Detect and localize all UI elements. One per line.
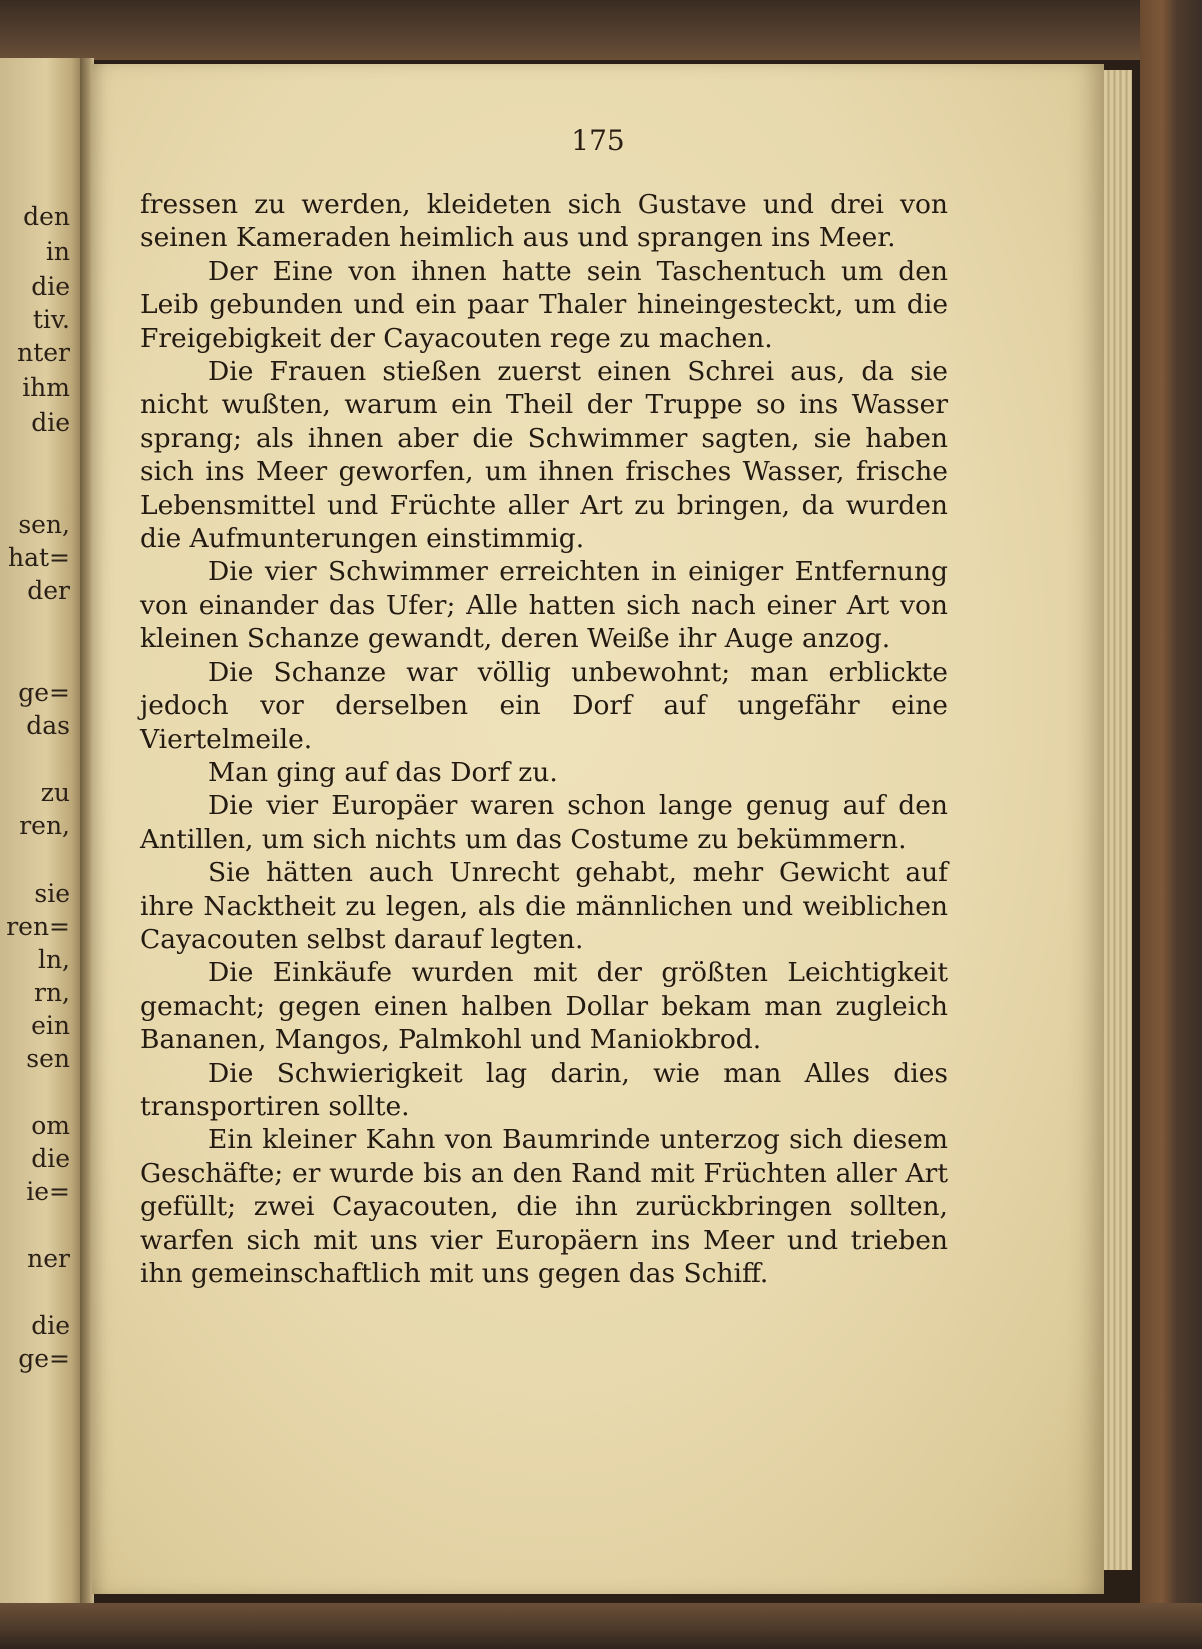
paragraph: Die Frauen stießen zuerst einen Schrei aus, da sie nicht wußten, warum ein Theil der Truppe so ins Wasser sprang; als ihnen aber die Schwimmer sagten, sie haben sich ins Meer geworfen, um ihnen frisches Wasser, frische Lebensmittel und Früchte aller Art zu bringen, da wurden die Aufmunterungen einstimmig. [140,356,948,555]
paragraph: Die Schwierigkeit lag darin, wie man Alles dies transportiren sollte. [140,1057,948,1122]
paragraph: Ein kleiner Kahn von Baumrinde unterzog sich diesem Geschäfte; er wurde bis an den Rand mit Früchten aller Art gefüllt; zwei Cayacouten, die ihn zurückbringen sollten, warfen sich mit uns vier Europäern ins Meer und trieben ihn gemeinschaftlich mit uns gegen das Schiff. [140,1124,948,1289]
left-page-fragment: sie [34,879,70,908]
paragraph: Die vier Schwimmer erreichten in einiger Entfernung von einander das Ufer; Alle hatten sich nach einer Art von kleinen Schanze gewandt, deren Weiße ihr Auge anzog. [140,556,948,655]
left-page-fragment: die [31,408,70,437]
left-page-fragment: in [45,237,70,266]
book-cover-right [1140,0,1202,1649]
left-page-fragment: ln, [37,945,70,974]
left-page-fragment: om [31,1111,70,1140]
page-text [140,188,948,1290]
left-page-fragment: ren= [6,912,70,941]
left-page-fragment: ie= [26,1177,70,1206]
left-page-fragment: ren, [19,811,70,840]
right-page [92,64,1104,1594]
paragraph: Die Einkäufe wurden mit der größten Leichtigkeit gemacht; gegen einen halben Dollar bekam man zugleich Bananen, Mangos, Palmkohl und Maniokbrod. [140,957,948,1056]
paragraph: Der Eine von ihnen hatte sein Taschentuch um den Leib gebunden und ein paar Thaler hineingesteckt, um die Freigebigkeit der Cayacouten rege zu machen. [140,255,948,354]
paragraph: fressen zu werden, kleideten sich Gustave und drei von seinen Kameraden heimlich aus und sprangen ins Meer. [140,189,948,254]
left-page-fragment: hat= [8,543,70,572]
left-page-fragment: die [31,272,70,301]
left-page-fragment: rn, [34,978,70,1007]
paragraph: Die Schanze war völlig unbewohnt; man erblickte jedoch vor derselben ein Dorf auf ungefähr eine Viertelmeile. [140,656,948,755]
left-page-fragment: ge= [18,1344,70,1373]
left-page-fragment: ge= [18,678,70,707]
left-page-fragment: zu [40,778,70,807]
left-page-fragment: ein [31,1011,70,1040]
left-page-fragment: ihm [22,373,70,402]
left-page-fragment: die [31,1311,70,1340]
left-page-fragment: nter [17,338,70,367]
paragraph: Die vier Europäer waren schon lange genug auf den Antillen, um sich nichts um das Costume zu bekümmern. [140,790,948,855]
page-number: 175 [571,124,625,157]
left-page-fragment: das [26,711,70,740]
left-page-fragment: sen, [18,510,70,539]
book-cover-bottom [0,1603,1202,1649]
left-page-fragment: den [23,202,70,231]
left-page-fragment: der [27,576,70,605]
paragraph: Man ging auf das Dorf zu. [208,756,558,788]
left-page-fragment: ner [27,1244,70,1273]
left-page-fragment: die [31,1144,70,1173]
left-page-fragment: tiv. [32,305,70,334]
paragraph: Sie hätten auch Unrecht gehabt, mehr Gewicht auf ihre Nacktheit zu legen, als die männlichen und weiblichen Cayacouten selbst darauf legten. [140,857,948,955]
book-cover-top [0,0,1202,60]
left-page-fragment: sen [26,1044,70,1073]
left-page-edge [0,58,84,1603]
